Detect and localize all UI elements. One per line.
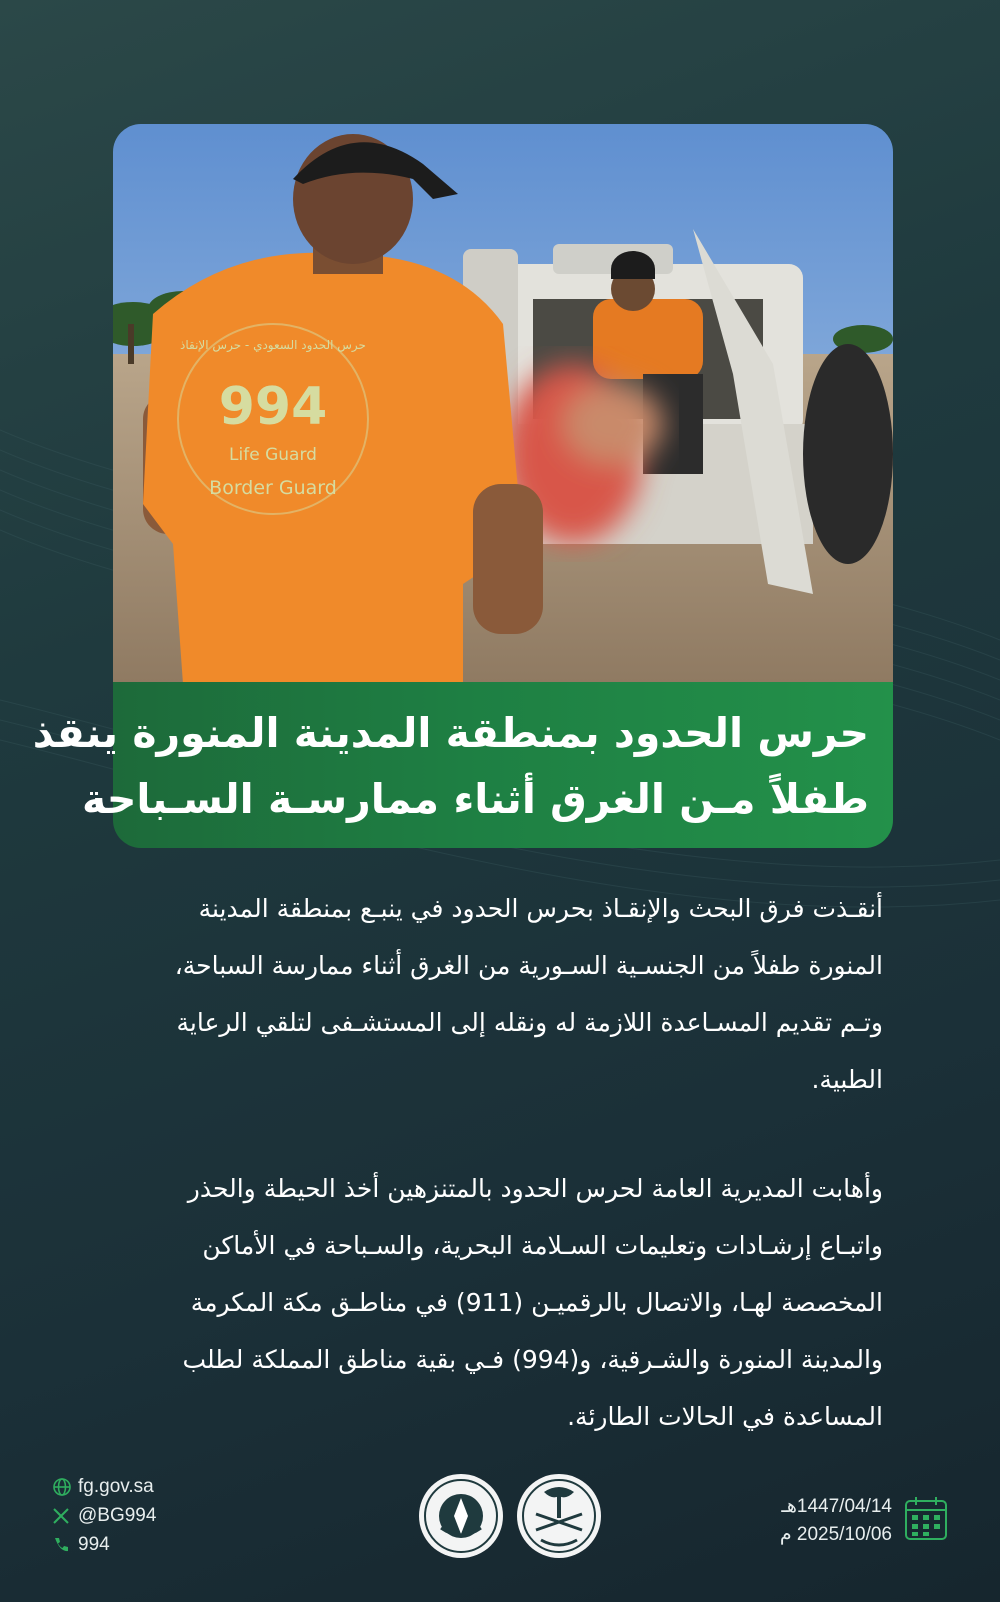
shirt-text-arabic: حرس الحدود السعودي - حرس الإنقاذ [180, 338, 366, 352]
shirt-text-border-guard: Border Guard [209, 477, 337, 499]
paragraph-1-line: أنقـذت فرق البحث والإنقـاذ بحرس الحدود في ينبـع بمنطقة المدينة [198, 894, 883, 923]
headline-banner [32, 682, 893, 848]
border-guard-logo [419, 1474, 503, 1558]
x-account-link[interactable] [52, 1501, 252, 1530]
headline-line-1: حرس الحدود بمنطقة المدينة المنورة ينقذ [32, 709, 869, 757]
news-photo [113, 124, 893, 684]
headline-line-2: طفلاً مـن الغرق أثناء ممارسـة السـباحة [81, 775, 869, 823]
paragraph-1-line: وتـم تقديم المسـاعدة اللازمة له ونقله إلى المستشـفى لتلقي الرعاية [176, 1008, 883, 1037]
paragraph-2-line: والمدينة المنورة والشـرقية، و(994) فـي بقية مناطق المملكة لطلب [182, 1345, 883, 1374]
shirt-number: 994 [218, 377, 328, 437]
phone-text: 994 [78, 1533, 110, 1555]
gregorian-date: 2025/10/06 م [779, 1524, 892, 1545]
paragraph-1-line: الطبية. [811, 1065, 883, 1094]
paragraph-2-line: واتبـاع إرشـادات وتعليمات السـلامة البحرية، والسـباحة في الأماكن [202, 1231, 883, 1260]
paragraph-2-line: وأهابت المديرية العامة لحرس الحدود بالمتنزهين أخذ الحيطة والحذر [187, 1174, 883, 1203]
hijri-date: 1447/04/14هـ [781, 1496, 892, 1517]
paragraph-2-line: المساعدة في الحالات الطارئة. [567, 1402, 883, 1431]
paragraph-2-line: المخصصة لهـا، والاتصال بالرقميـن (911) في مناطـق مكة المكرمة [190, 1288, 883, 1317]
saudi-emblem-logo [517, 1474, 601, 1558]
phone-link[interactable] [52, 1530, 252, 1559]
calendar-icon [904, 1495, 948, 1545]
website-text: fg.gov.sa [78, 1475, 154, 1497]
body-paragraph-1 [113, 880, 883, 1108]
official-logos [416, 1470, 606, 1562]
paragraph-1-line: المنورة طفلاً من الجنسـية السـورية من الغرق أثناء ممارسة السباحة، [174, 951, 883, 980]
footer-contacts [52, 1472, 252, 1559]
shirt-text-lifeguard: Life Guard [229, 445, 317, 465]
globe-icon [52, 1476, 78, 1498]
phone-icon [52, 1534, 78, 1556]
x-handle-text: @BG994 [78, 1504, 157, 1526]
x-icon [52, 1505, 78, 1527]
publication-dates [740, 1493, 952, 1557]
website-link[interactable] [52, 1472, 252, 1501]
body-paragraph-2 [113, 1160, 883, 1445]
